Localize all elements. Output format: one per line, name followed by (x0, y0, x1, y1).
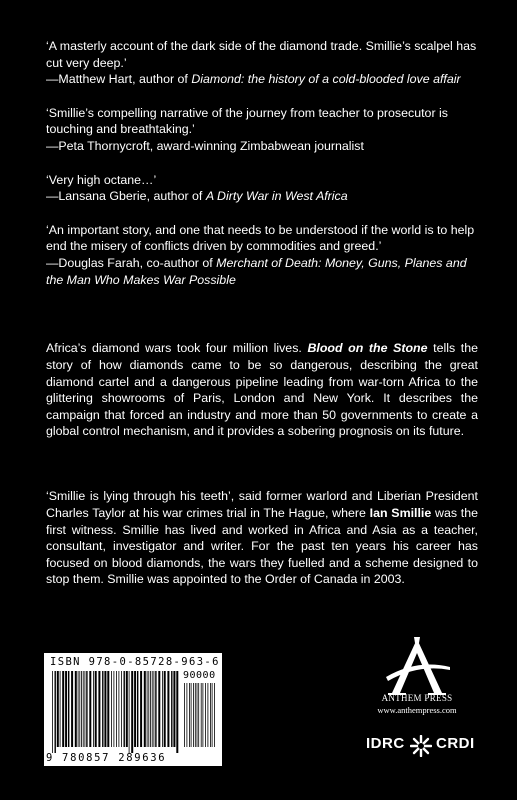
barcode-bar (86, 671, 87, 747)
barcode-bar (210, 683, 211, 747)
bio-text: ‘Smillie is lying through his teeth’, said former warlord and Liberian President Charles Taylor at his war crimes trial in The Hague, where (46, 489, 478, 520)
barcode-bar (176, 671, 178, 753)
review-quote (46, 105, 478, 155)
quote-text: ‘An important story, and one that needs to be understood if the world is to help end the misery of conflicts driven by commodities and greed.’ (46, 222, 475, 254)
barcode-bar (75, 671, 77, 747)
snowflake-star-icon (410, 735, 432, 757)
barcode-bar (93, 671, 94, 747)
price-addon-digits: 90000 (183, 670, 216, 681)
attribution-author: —Peta Thornycroft, award-winning Zimbabwean journalist (46, 138, 364, 153)
barcode-bar (201, 683, 202, 747)
barcode-bar (65, 671, 67, 747)
attribution-author: —Matthew Hart, author of (46, 72, 192, 87)
quote-text: ‘Smillie’s compelling narrative of the journey from teacher to prosecutor is touching and breathtaking.’ (46, 105, 448, 137)
barcode-bar (131, 671, 133, 753)
barcode-bar (111, 671, 112, 747)
barcode-bar (55, 671, 56, 753)
barcode-bar (205, 683, 206, 747)
bio-text: was the first witness. Smillie has lived and worked in Africa and Asia as a teacher, consultant, investigator and writer. For the past ten years his career has focused on blood diamonds, the wars they fuelled and a scheme designed to stop them. Smillie was appointed to the Order of Canada in 2003. (46, 505, 478, 587)
publisher-logo (362, 637, 472, 717)
barcode-bar (154, 671, 155, 747)
barcode-bar (214, 683, 215, 747)
barcode-bar (167, 671, 169, 747)
barcode-bar (121, 671, 122, 747)
barcode-bar (60, 671, 61, 747)
barcode-bar (126, 671, 128, 747)
quote-text: ‘Very high octane…’ (46, 172, 157, 187)
blurb-text: tells the story of how diamonds came to be so dangerous, describing the great diamond cartel and a dangerous pipeline leading from war-torn Africa to the glittering showrooms of Paris, London and New York. It describes the campaign that forced an industry and more than 50 governments to create a global control mechanism, and it provides a sobering prognosis on its future. (46, 341, 478, 439)
barcode-bar (116, 671, 117, 747)
blurb-text: Africa’s diamond wars took four million lives. (46, 341, 308, 356)
review-quote (46, 38, 478, 88)
barcode-bar (173, 671, 175, 747)
barcode-bar (68, 671, 69, 747)
barcode-bar (129, 671, 130, 753)
barcode-bar (57, 671, 59, 747)
anthem-a-logo-icon (380, 637, 454, 697)
barcode-bar (184, 683, 185, 747)
attribution-author: —Lansana Gberie, author of (46, 189, 206, 204)
book-title: Blood on the Stone (307, 341, 428, 356)
barcode-bar (158, 671, 160, 747)
quote-text: ‘A masterly account of the dark side of the diamond trade. Smillie’s scalpel has cut very deep.’ (46, 39, 477, 70)
barcode-bar (148, 671, 149, 747)
attribution-author: —Douglas Farah, co-author of (46, 255, 217, 270)
attribution-book-title: Merchant of Death: Money, Guns, Planes and the Man Who Makes War Possible (46, 255, 467, 287)
author-name: Ian Smillie (369, 505, 432, 520)
isbn-number: ISBN 978-0-85728-963-6 (50, 656, 220, 668)
barcode-bar (62, 671, 64, 747)
quote-attribution (46, 188, 478, 205)
publisher-url: www.anthempress.com (377, 705, 457, 715)
barcode-bar (107, 671, 109, 747)
attribution-book-title: A Dirty War in West Africa (205, 189, 348, 204)
quote-attribution (46, 255, 478, 288)
barcode-bar (208, 683, 209, 747)
barcode-bar (144, 671, 146, 747)
barcode-bar (83, 671, 84, 747)
barcode-bar (104, 671, 106, 747)
barcode-bar (98, 671, 100, 747)
idrc-crdi-logo (366, 735, 517, 757)
barcode-bar (95, 671, 97, 747)
book-blurb (46, 340, 478, 440)
ean-digits: 9 780857 289636 (46, 752, 167, 764)
barcode-bar (71, 671, 73, 747)
idrc-label: IDRC (366, 735, 405, 752)
barcode-bar (193, 683, 194, 747)
crdi-label: CRDI (436, 735, 475, 752)
review-quote (46, 222, 478, 288)
barcode-bar (162, 671, 163, 747)
barcode-bar (147, 671, 148, 747)
quote-attribution (46, 71, 478, 88)
isbn-barcode (44, 653, 222, 766)
barcode-bar (134, 671, 136, 747)
barcode-bar (89, 671, 91, 747)
attribution-book-title: Diamond: the history of a cold-blooded love affair (191, 72, 461, 87)
barcode-bar (114, 671, 115, 747)
barcode-bar (187, 683, 188, 747)
barcode-bar (152, 671, 153, 747)
barcode-bar (155, 671, 156, 747)
barcode-bar (150, 671, 151, 747)
barcode-bar (52, 671, 53, 753)
barcode-bar (81, 671, 82, 747)
barcode-bar (212, 683, 213, 747)
publisher-name: ANTHEM PRESS (381, 693, 453, 703)
barcode-bar (195, 683, 196, 747)
barcode-bar (140, 671, 142, 747)
barcode-bar (189, 683, 190, 747)
barcode-bar (78, 671, 79, 747)
review-quotes (46, 38, 478, 305)
barcode-bar (197, 683, 198, 747)
author-bio (46, 488, 478, 588)
review-quote (46, 172, 478, 205)
addon-barcode-bars (184, 683, 216, 753)
barcode-bar (119, 671, 120, 747)
barcode-bar (85, 671, 86, 747)
barcode-bar (102, 671, 103, 747)
barcode-bar (198, 683, 199, 747)
barcode-bar (191, 683, 192, 747)
barcode-bar (79, 671, 80, 747)
barcode-bar (164, 671, 166, 747)
barcode-bars (52, 671, 180, 753)
barcode-bar (171, 671, 172, 747)
quote-attribution (46, 138, 478, 155)
barcode-bar (203, 683, 204, 747)
barcode-bar (137, 671, 138, 747)
barcode-bar (124, 671, 125, 747)
